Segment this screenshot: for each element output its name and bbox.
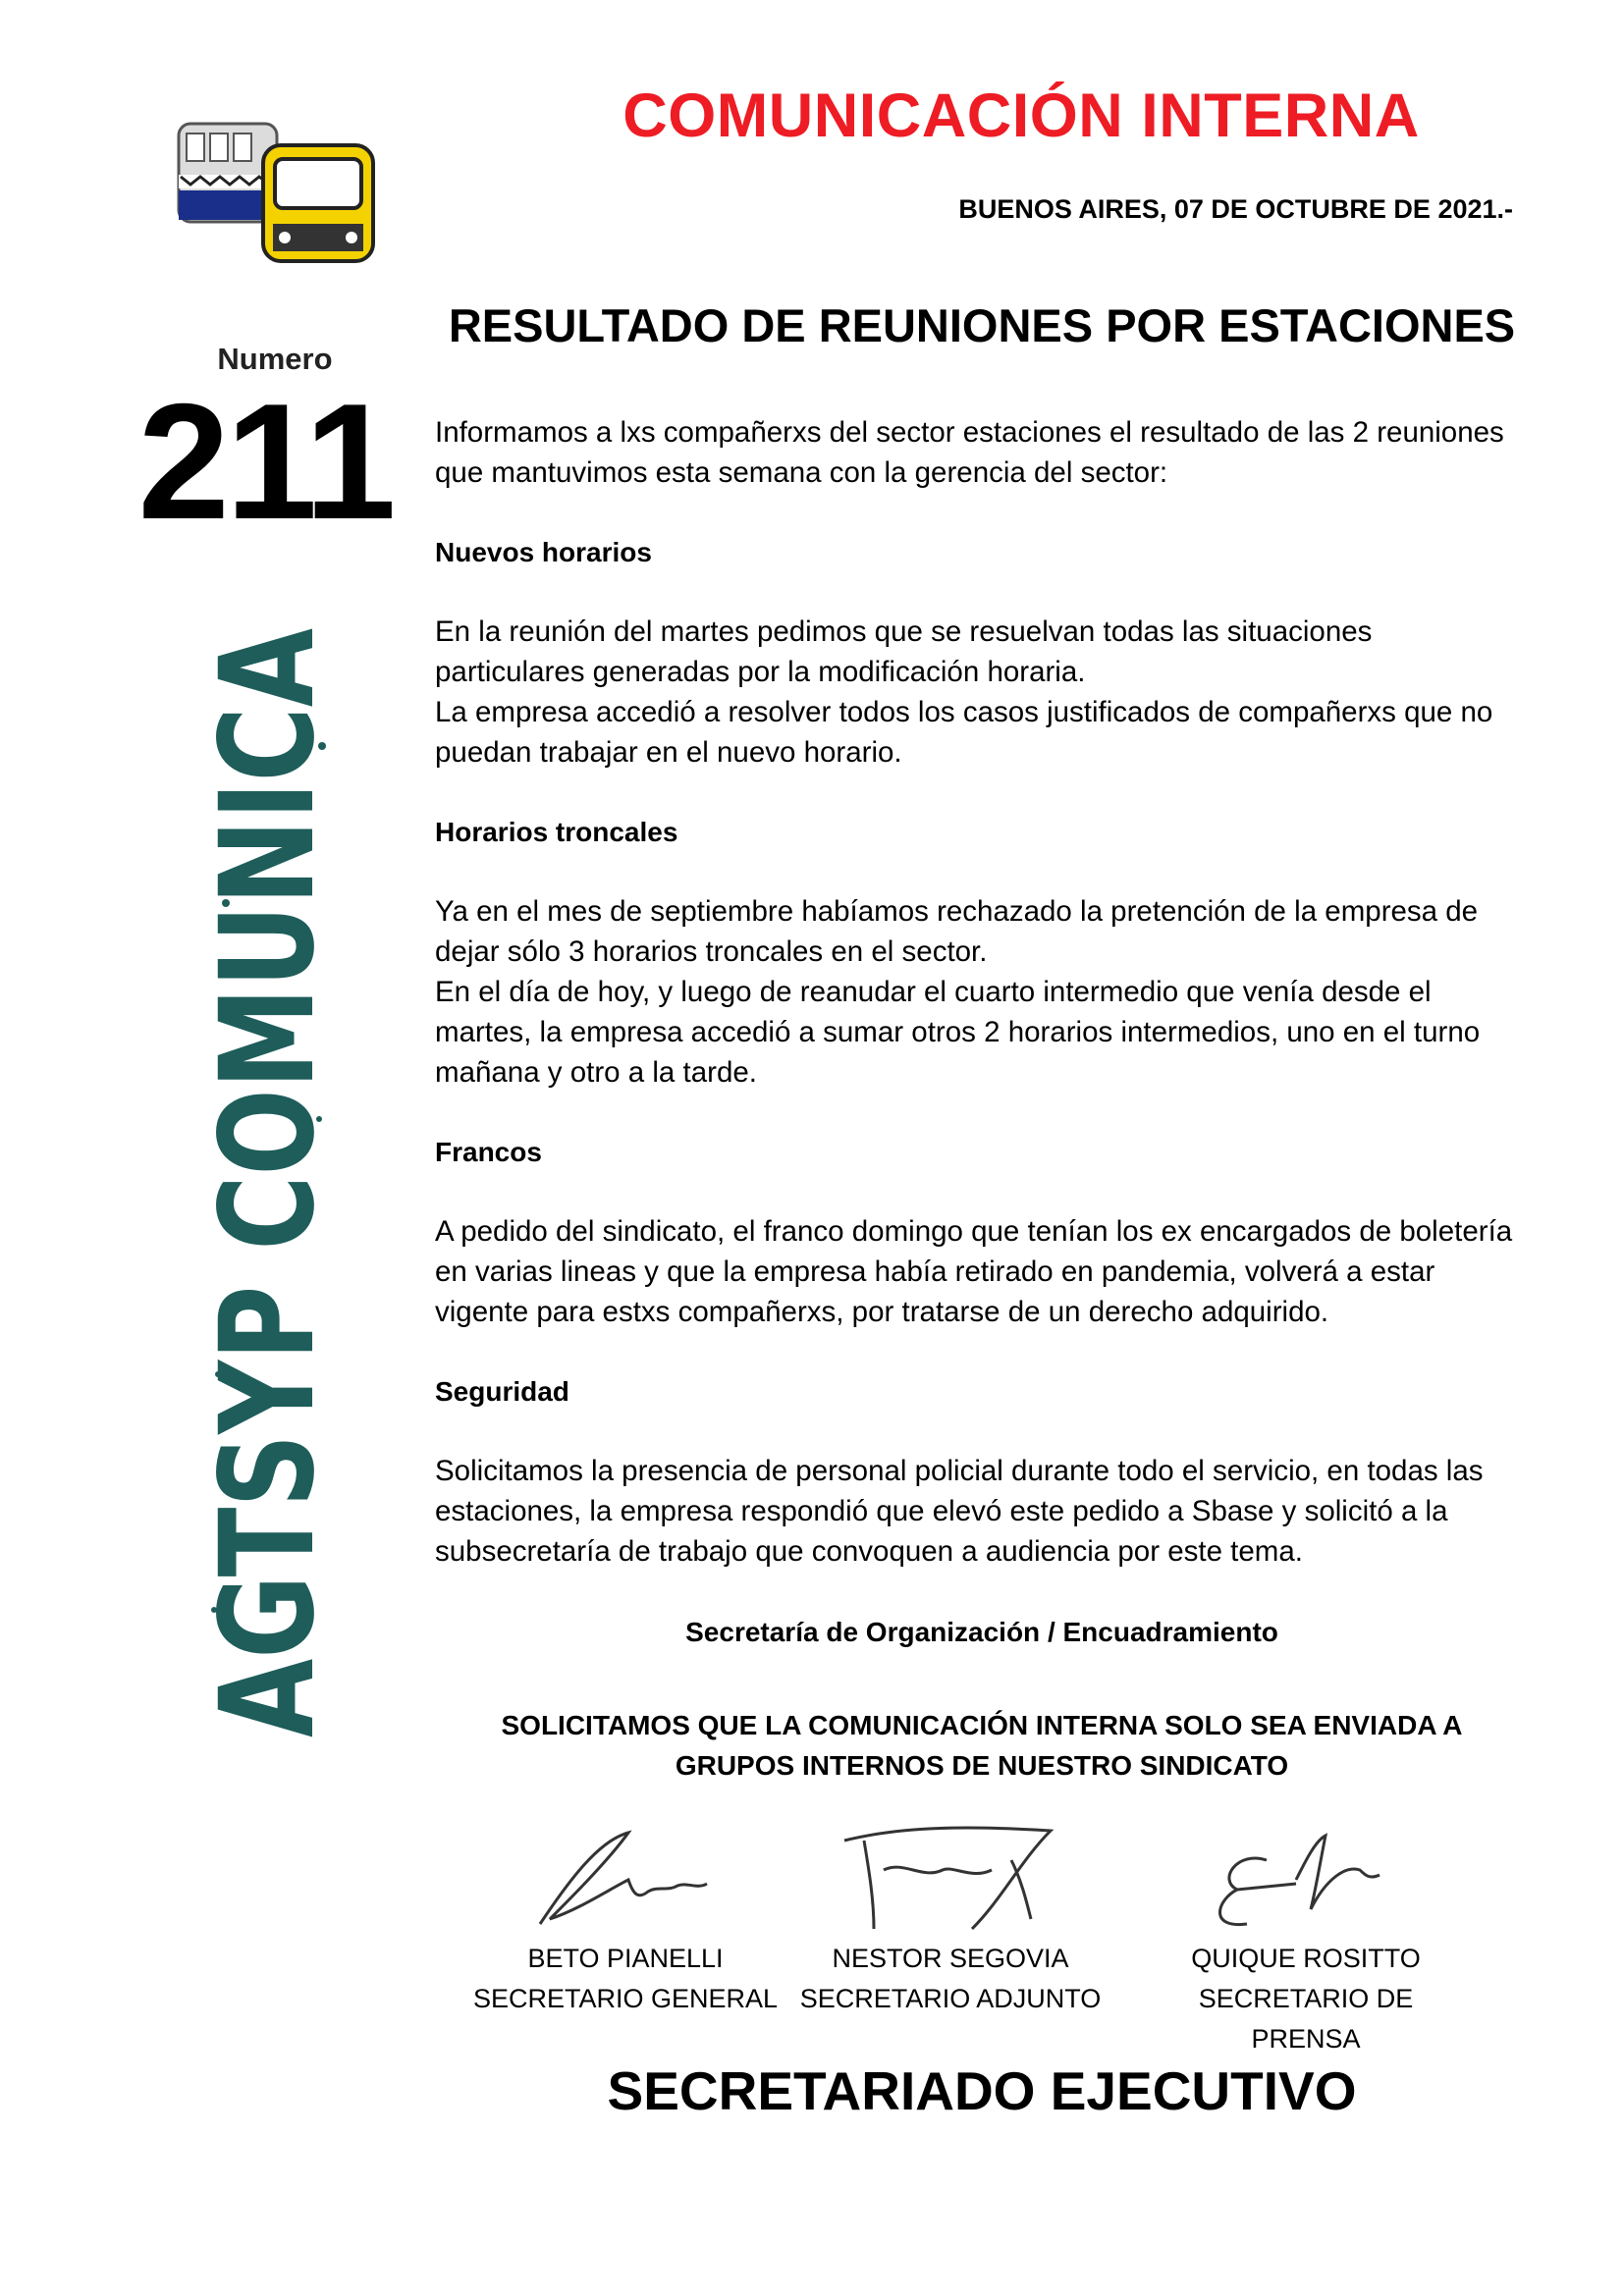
vertical-title	[206, 609, 334, 1737]
number-value: 211	[137, 369, 393, 554]
body-text	[435, 412, 1525, 1611]
signatory-role: SECRETARIO DE PRENSA	[1198, 1984, 1414, 2054]
document-date: BUENOS AIRES, 07 DE OCTUBRE DE 2021.-	[958, 194, 1513, 224]
signature-pianelli	[511, 1821, 805, 1939]
section-paragraph: Solicitamos la presencia de personal policial durante todo el servicio, en todas las estaciones, la empresa respondió que elevó este pedido a Sbase y solicitó a la subsecretaría de trabajo que convoquen a audiencia por este tema.	[435, 1455, 1484, 1568]
section-heading: Seguridad	[435, 1376, 569, 1407]
section-paragraph: En la reunión del martes pedimos que se resuelvan todas las situaciones particulares generadas por la modificación horaria. La empresa accedió a resolver todos los casos justificados de compañerxs que no puedan trabajar en el nuevo horario.	[435, 615, 1493, 769]
section-paragraph: A pedido del sindicato, el franco domingo que tenían los ex encargados de boletería en varias lineas y que la empresa había retirado en pandemia, volverá a estar vigente para estxs compañerxs, por tratarse de un derecho adquirido.	[435, 1215, 1513, 1328]
signatory-segovia	[788, 1939, 1112, 2019]
signature-rositto	[1178, 1821, 1473, 1939]
distribution-notice: SOLICITAMOS QUE LA COMUNICACIÓN INTERNA SOLO SEA ENVIADA A GRUPOS INTERNOS DE NUESTRO SINDICATO	[501, 1710, 1463, 1781]
document-heading: RESULTADO DE REUNIONES POR ESTACIONES	[448, 299, 1516, 351]
section-heading: Nuevos horarios	[435, 537, 652, 567]
signatory-name: NESTOR SEGOVIA	[832, 1944, 1069, 1973]
page-title: COMUNICACIÓN INTERNA	[622, 81, 1420, 150]
intro-paragraph: Informamos a lxs compañerxs del sector estaciones el resultado de las 2 reuniones que mantuvimos esta semana con la gerencia del sector:	[435, 416, 1504, 489]
signatory-name: QUIQUE ROSITTO	[1191, 1944, 1421, 1973]
secretaria-line: Secretaría de Organización / Encuadramiento	[685, 1617, 1278, 1647]
signatory-role: SECRETARIO GENERAL	[472, 1984, 779, 2013]
section-heading: Francos	[435, 1137, 542, 1167]
signatory-name: BETO PIANELLI	[527, 1944, 724, 1973]
vertical-title-text: AGTSYP COMU	[206, 677, 334, 1737]
signatory-pianelli	[463, 1939, 787, 2019]
agtsyp-logo	[177, 116, 378, 263]
signature-segovia	[825, 1821, 1119, 1939]
section-heading: Horarios troncales	[435, 817, 678, 847]
signatory-role: SECRETARIO ADJUNTO	[799, 1984, 1102, 2013]
section-paragraph: Ya en el mes de septiembre habíamos rechazado la pretención de la empresa de dejar sólo 3 horarios troncales en el sector. En el día de hoy, y luego de reanudar el cuarto intermedio que venía desde el martes, la empresa accedió a sumar otros 2 horarios intermedios, uno en el turno mañana y otro a la tarde.	[435, 895, 1481, 1089]
signatory-rositto	[1144, 1939, 1468, 2059]
number-label: Numero	[217, 342, 333, 376]
footer-title: SECRETARIADO EJECUTIVO	[607, 2060, 1357, 2121]
